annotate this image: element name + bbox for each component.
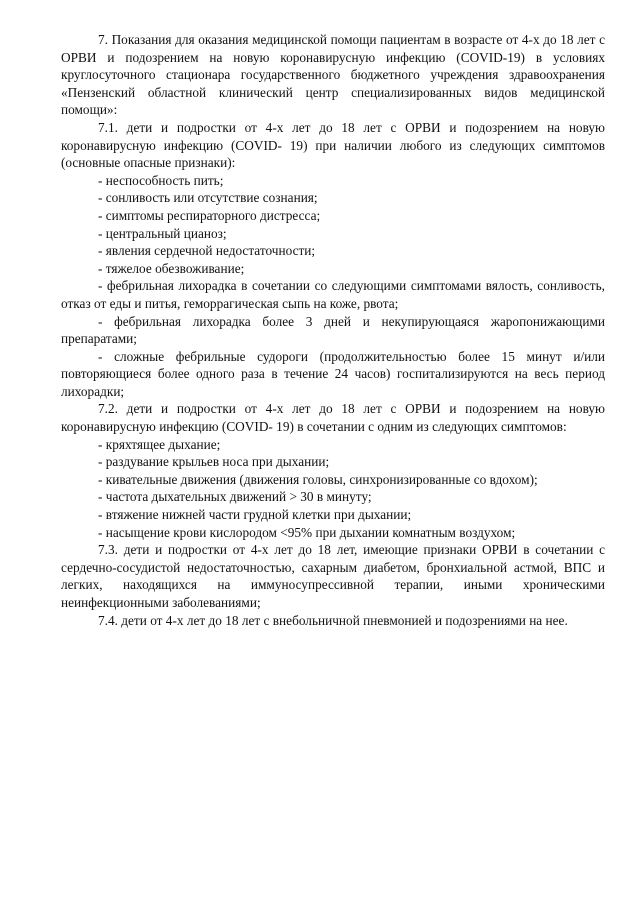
symptom-item: - сонливость или отсутствие сознания;: [98, 190, 318, 206]
symptom-item: - фебрильная лихорадка в сочетании со следующими симптомами вялость, сонливость, отказ от еды и питья, геморрагическая сыпь на коже, рвота;: [61, 278, 605, 311]
symptom-item: - сложные фебрильные судороги (продолжительностью более 15 минут и/или повторяющиеся более одного раза в течение 24 часов) госпитализируются на весь период лихорадки;: [61, 348, 605, 399]
symptom-item: - неспособность пить;: [98, 172, 224, 188]
symptom-item: - частота дыхательных движений > 30 в минуту;: [98, 489, 372, 505]
document-page: [61, 31, 605, 629]
symptom-item: - раздувание крыльев носа при дыхании;: [98, 454, 330, 470]
symptom-item: - кряхтящее дыхание;: [98, 436, 221, 452]
item-7-1: 7.1. дети и подростки от 4-х лет до 18 лет с ОРВИ и подозрением на новую коронавирусную инфекцию (COVID- 19) при наличии любого из следующих симптомов (основные опасные признаки):: [61, 119, 605, 171]
item-7-4: 7.4. дети от 4-х лет до 18 лет с внебольничной пневмонией и подозрениями на нее.: [98, 612, 568, 628]
symptom-item: - фебрильная лихорадка более 3 дней и некупирующаяся жаропонижающими препаратами;: [61, 313, 605, 347]
symptom-item: - кивательные движения (движения головы, синхронизированные со вдохом);: [98, 471, 538, 487]
section-7-heading: 7. Показания для оказания медицинской помощи пациентам в возрасте от 4-х до 18 лет с ОРВИ и подозрением на новую коронавирусную инфекцию (COVID-19) в условиях круглосуточного стационара государственного бюджетного учреждения здравоохранения «Пензенский областной клинический центр специализированных видов медицинской помощи»:: [61, 32, 605, 118]
symptom-item: - втяжение нижней части грудной клетки при дыхании;: [98, 507, 412, 523]
symptom-item: - тяжелое обезвоживание;: [98, 260, 245, 276]
item-7-3: 7.3. дети и подростки от 4-х лет до 18 лет, имеющие признаки ОРВИ в сочетании с сердечно-сосудистой недостаточностью, сахарным диабетом, бронхиальной астмой, ВПС и легких, находящихся на иммуносупрессивной терапии, иными хроническими неинфекционными заболеваниями;: [61, 542, 605, 610]
symptom-item: - симптомы респираторного дистресса;: [98, 207, 321, 223]
symptom-item: - насыщение крови кислородом <95% при дыхании комнатным воздухом;: [98, 524, 516, 540]
item-7-2: 7.2. дети и подростки от 4-х лет до 18 лет с ОРВИ и подозрением на новую коронавирусную инфекцию (COVID- 19) в сочетании с одним из следующих симптомов:: [61, 401, 605, 435]
symptom-item: - явления сердечной недостаточности;: [98, 243, 316, 259]
symptom-item: - центральный цианоз;: [98, 225, 227, 241]
